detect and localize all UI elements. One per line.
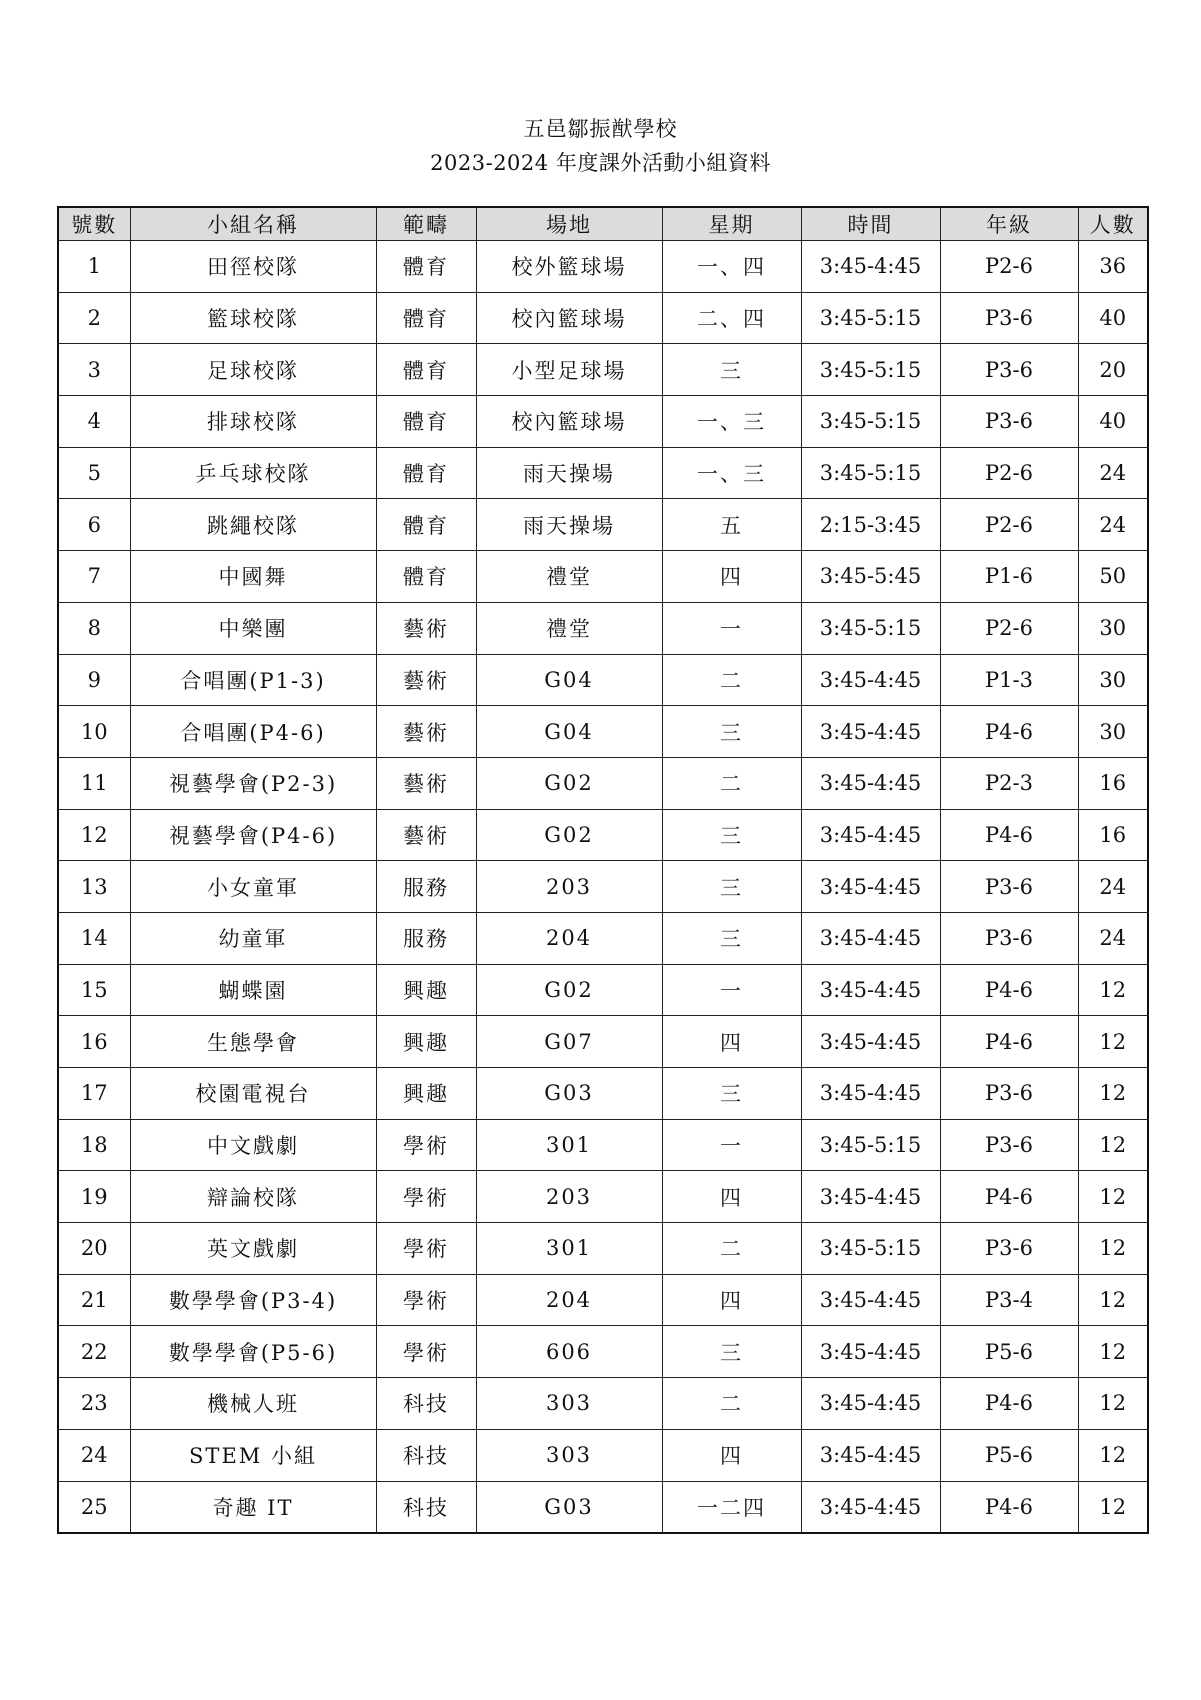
- cell-venue: 禮堂: [476, 602, 662, 654]
- cell-time: 3:45-4:45: [801, 706, 940, 758]
- cell-grade: P3-6: [940, 1068, 1078, 1120]
- cell-grade: P3-6: [940, 1119, 1078, 1171]
- cell-number: 2: [58, 292, 130, 344]
- cell-category: 科技: [376, 1481, 476, 1533]
- cell-time: 3:45-5:15: [801, 292, 940, 344]
- cell-headcount: 12: [1078, 1326, 1148, 1378]
- table-row: [58, 1326, 1148, 1378]
- cell-headcount: 12: [1078, 1171, 1148, 1223]
- table-row: [58, 241, 1148, 293]
- cell-headcount: 12: [1078, 1481, 1148, 1533]
- cell-group-name: 視藝學會(P2-3): [130, 757, 376, 809]
- table-row: [58, 396, 1148, 448]
- column-header-time: 時間: [801, 207, 940, 241]
- document-subtitle: 2023-2024 年度課外活動小組資料: [430, 151, 771, 175]
- cell-group-name: 數學學會(P3-4): [130, 1274, 376, 1326]
- cell-headcount: 20: [1078, 344, 1148, 396]
- cell-headcount: 12: [1078, 1016, 1148, 1068]
- cell-venue: G03: [476, 1481, 662, 1533]
- cell-number: 14: [58, 912, 130, 964]
- cell-weekday: 一、三: [662, 447, 801, 499]
- cell-group-name: 小女童軍: [130, 861, 376, 913]
- cell-venue: 雨天操場: [476, 499, 662, 551]
- cell-grade: P5-6: [940, 1429, 1078, 1481]
- cell-time: 3:45-4:45: [801, 1068, 940, 1120]
- cell-category: 體育: [376, 292, 476, 344]
- cell-category: 科技: [376, 1378, 476, 1430]
- cell-headcount: 12: [1078, 1119, 1148, 1171]
- cell-headcount: 30: [1078, 602, 1148, 654]
- cell-headcount: 24: [1078, 861, 1148, 913]
- cell-time: 3:45-4:45: [801, 964, 940, 1016]
- cell-category: 興趣: [376, 1016, 476, 1068]
- cell-group-name: 籃球校隊: [130, 292, 376, 344]
- cell-category: 體育: [376, 241, 476, 293]
- table-row: [58, 964, 1148, 1016]
- cell-time: 3:45-5:15: [801, 396, 940, 448]
- cell-time: 3:45-4:45: [801, 1429, 940, 1481]
- cell-category: 體育: [376, 344, 476, 396]
- cell-time: 3:45-5:15: [801, 344, 940, 396]
- table-row: [58, 706, 1148, 758]
- cell-time: 3:45-4:45: [801, 1171, 940, 1223]
- cell-category: 興趣: [376, 1068, 476, 1120]
- cell-venue: 雨天操場: [476, 447, 662, 499]
- cell-venue: G02: [476, 809, 662, 861]
- school-name: 五邑鄒振猷學校: [523, 117, 678, 141]
- cell-venue: 301: [476, 1223, 662, 1275]
- cell-group-name: 跳繩校隊: [130, 499, 376, 551]
- cell-weekday: 四: [662, 1016, 801, 1068]
- cell-time: 3:45-5:15: [801, 602, 940, 654]
- cell-weekday: 四: [662, 1429, 801, 1481]
- cell-number: 13: [58, 861, 130, 913]
- table-row: [58, 654, 1148, 706]
- cell-venue: 301: [476, 1119, 662, 1171]
- cell-venue: 204: [476, 1274, 662, 1326]
- cell-venue: G04: [476, 706, 662, 758]
- table-row: [58, 344, 1148, 396]
- cell-headcount: 40: [1078, 292, 1148, 344]
- cell-group-name: 田徑校隊: [130, 241, 376, 293]
- cell-headcount: 12: [1078, 1068, 1148, 1120]
- cell-category: 藝術: [376, 654, 476, 706]
- table-row: [58, 602, 1148, 654]
- cell-venue: 303: [476, 1378, 662, 1430]
- cell-headcount: 12: [1078, 1274, 1148, 1326]
- cell-group-name: 排球校隊: [130, 396, 376, 448]
- column-header-grade: 年級: [940, 207, 1078, 241]
- cell-category: 藝術: [376, 809, 476, 861]
- cell-number: 22: [58, 1326, 130, 1378]
- cell-grade: P5-6: [940, 1326, 1078, 1378]
- cell-category: 興趣: [376, 964, 476, 1016]
- cell-grade: P1-3: [940, 654, 1078, 706]
- cell-group-name: STEM 小組: [130, 1429, 376, 1481]
- cell-venue: G03: [476, 1068, 662, 1120]
- cell-weekday: 一: [662, 964, 801, 1016]
- cell-time: 3:45-5:15: [801, 1119, 940, 1171]
- cell-number: 21: [58, 1274, 130, 1326]
- table-row: [58, 861, 1148, 913]
- cell-number: 10: [58, 706, 130, 758]
- cell-grade: P4-6: [940, 1481, 1078, 1533]
- cell-time: 3:45-4:45: [801, 654, 940, 706]
- cell-number: 15: [58, 964, 130, 1016]
- column-header-weekday: 星期: [662, 207, 801, 241]
- cell-weekday: 三: [662, 1068, 801, 1120]
- cell-grade: P3-6: [940, 861, 1078, 913]
- table-row: [58, 809, 1148, 861]
- cell-headcount: 12: [1078, 1223, 1148, 1275]
- cell-number: 24: [58, 1429, 130, 1481]
- activity-table: [57, 206, 1149, 1534]
- cell-number: 23: [58, 1378, 130, 1430]
- cell-weekday: 二: [662, 1378, 801, 1430]
- cell-number: 20: [58, 1223, 130, 1275]
- table-row: [58, 757, 1148, 809]
- table-row: [58, 1481, 1148, 1533]
- cell-time: 3:45-4:45: [801, 1016, 940, 1068]
- cell-weekday: 二、四: [662, 292, 801, 344]
- cell-group-name: 蝴蝶園: [130, 964, 376, 1016]
- cell-weekday: 一: [662, 602, 801, 654]
- cell-weekday: 三: [662, 1326, 801, 1378]
- cell-weekday: 三: [662, 706, 801, 758]
- column-header-category: 範疇: [376, 207, 476, 241]
- cell-headcount: 24: [1078, 912, 1148, 964]
- column-header-group-name: 小組名稱: [130, 207, 376, 241]
- cell-category: 藝術: [376, 757, 476, 809]
- cell-grade: P3-4: [940, 1274, 1078, 1326]
- table-body: [58, 241, 1148, 1534]
- cell-headcount: 50: [1078, 551, 1148, 603]
- cell-number: 11: [58, 757, 130, 809]
- cell-category: 學術: [376, 1274, 476, 1326]
- cell-grade: P2-6: [940, 499, 1078, 551]
- cell-grade: P3-6: [940, 396, 1078, 448]
- column-header-headcount: 人數: [1078, 207, 1148, 241]
- cell-headcount: 16: [1078, 809, 1148, 861]
- cell-group-name: 機械人班: [130, 1378, 376, 1430]
- cell-category: 學術: [376, 1223, 476, 1275]
- cell-category: 服務: [376, 912, 476, 964]
- cell-weekday: 四: [662, 1274, 801, 1326]
- cell-weekday: 五: [662, 499, 801, 551]
- table-row: [58, 1068, 1148, 1120]
- cell-venue: G02: [476, 964, 662, 1016]
- cell-group-name: 英文戲劇: [130, 1223, 376, 1275]
- cell-category: 藝術: [376, 602, 476, 654]
- cell-weekday: 一二四: [662, 1481, 801, 1533]
- cell-category: 學術: [376, 1326, 476, 1378]
- cell-headcount: 16: [1078, 757, 1148, 809]
- table-row: [58, 912, 1148, 964]
- cell-number: 12: [58, 809, 130, 861]
- cell-group-name: 乒乓球校隊: [130, 447, 376, 499]
- table-row: [58, 447, 1148, 499]
- cell-grade: P4-6: [940, 1016, 1078, 1068]
- cell-venue: 203: [476, 861, 662, 913]
- cell-venue: 禮堂: [476, 551, 662, 603]
- cell-number: 17: [58, 1068, 130, 1120]
- cell-group-name: 生態學會: [130, 1016, 376, 1068]
- cell-weekday: 一: [662, 1119, 801, 1171]
- cell-time: 3:45-5:15: [801, 1223, 940, 1275]
- cell-headcount: 12: [1078, 964, 1148, 1016]
- cell-time: 3:45-4:45: [801, 1481, 940, 1533]
- cell-weekday: 二: [662, 1223, 801, 1275]
- cell-group-name: 數學學會(P5-6): [130, 1326, 376, 1378]
- cell-grade: P3-6: [940, 292, 1078, 344]
- cell-weekday: 三: [662, 912, 801, 964]
- cell-grade: P3-6: [940, 1223, 1078, 1275]
- table-row: [58, 1223, 1148, 1275]
- cell-group-name: 中樂團: [130, 602, 376, 654]
- cell-grade: P4-6: [940, 1378, 1078, 1430]
- table-row: [58, 292, 1148, 344]
- cell-number: 6: [58, 499, 130, 551]
- cell-grade: P4-6: [940, 964, 1078, 1016]
- cell-grade: P2-6: [940, 447, 1078, 499]
- document-header: [0, 112, 1201, 180]
- cell-group-name: 合唱團(P1-3): [130, 654, 376, 706]
- cell-number: 9: [58, 654, 130, 706]
- cell-category: 體育: [376, 447, 476, 499]
- table-row: [58, 1274, 1148, 1326]
- cell-group-name: 足球校隊: [130, 344, 376, 396]
- cell-grade: P2-3: [940, 757, 1078, 809]
- cell-venue: 204: [476, 912, 662, 964]
- cell-venue: 校內籃球場: [476, 396, 662, 448]
- table-row: [58, 1378, 1148, 1430]
- cell-venue: G02: [476, 757, 662, 809]
- cell-group-name: 中文戲劇: [130, 1119, 376, 1171]
- cell-time: 3:45-4:45: [801, 809, 940, 861]
- cell-venue: 校外籃球場: [476, 241, 662, 293]
- table-row: [58, 1171, 1148, 1223]
- cell-category: 科技: [376, 1429, 476, 1481]
- cell-group-name: 校園電視台: [130, 1068, 376, 1120]
- cell-grade: P4-6: [940, 809, 1078, 861]
- cell-venue: G04: [476, 654, 662, 706]
- column-header-venue: 場地: [476, 207, 662, 241]
- cell-time: 3:45-4:45: [801, 861, 940, 913]
- cell-weekday: 三: [662, 861, 801, 913]
- cell-headcount: 12: [1078, 1378, 1148, 1430]
- cell-headcount: 30: [1078, 706, 1148, 758]
- cell-venue: 203: [476, 1171, 662, 1223]
- cell-number: 4: [58, 396, 130, 448]
- cell-weekday: 一、四: [662, 241, 801, 293]
- cell-venue: 606: [476, 1326, 662, 1378]
- cell-grade: P4-6: [940, 1171, 1078, 1223]
- cell-number: 19: [58, 1171, 130, 1223]
- cell-time: 3:45-4:45: [801, 241, 940, 293]
- cell-category: 體育: [376, 551, 476, 603]
- cell-group-name: 辯論校隊: [130, 1171, 376, 1223]
- column-header-number: 號數: [58, 207, 130, 241]
- cell-weekday: 四: [662, 1171, 801, 1223]
- cell-time: 3:45-5:45: [801, 551, 940, 603]
- cell-time: 3:45-4:45: [801, 1378, 940, 1430]
- cell-grade: P1-6: [940, 551, 1078, 603]
- cell-category: 學術: [376, 1119, 476, 1171]
- cell-headcount: 36: [1078, 241, 1148, 293]
- cell-grade: P4-6: [940, 706, 1078, 758]
- cell-weekday: 三: [662, 344, 801, 396]
- table-row: [58, 1429, 1148, 1481]
- cell-number: 1: [58, 241, 130, 293]
- cell-category: 體育: [376, 396, 476, 448]
- cell-headcount: 12: [1078, 1429, 1148, 1481]
- cell-grade: P2-6: [940, 602, 1078, 654]
- cell-grade: P2-6: [940, 241, 1078, 293]
- cell-time: 3:45-4:45: [801, 757, 940, 809]
- cell-time: 3:45-4:45: [801, 1274, 940, 1326]
- table-row: [58, 1119, 1148, 1171]
- cell-number: 8: [58, 602, 130, 654]
- cell-venue: 校內籃球場: [476, 292, 662, 344]
- cell-number: 3: [58, 344, 130, 396]
- cell-group-name: 中國舞: [130, 551, 376, 603]
- cell-venue: 小型足球場: [476, 344, 662, 396]
- cell-venue: 303: [476, 1429, 662, 1481]
- cell-category: 服務: [376, 861, 476, 913]
- cell-category: 藝術: [376, 706, 476, 758]
- table-header-row: [58, 207, 1148, 241]
- cell-number: 16: [58, 1016, 130, 1068]
- cell-grade: P3-6: [940, 344, 1078, 396]
- cell-number: 18: [58, 1119, 130, 1171]
- cell-time: 3:45-4:45: [801, 1326, 940, 1378]
- cell-number: 5: [58, 447, 130, 499]
- table-row: [58, 1016, 1148, 1068]
- cell-headcount: 24: [1078, 447, 1148, 499]
- cell-category: 學術: [376, 1171, 476, 1223]
- cell-grade: P3-6: [940, 912, 1078, 964]
- cell-weekday: 四: [662, 551, 801, 603]
- cell-number: 25: [58, 1481, 130, 1533]
- cell-time: 3:45-4:45: [801, 912, 940, 964]
- cell-headcount: 24: [1078, 499, 1148, 551]
- cell-weekday: 二: [662, 757, 801, 809]
- cell-category: 體育: [376, 499, 476, 551]
- cell-weekday: 一、三: [662, 396, 801, 448]
- cell-weekday: 二: [662, 654, 801, 706]
- cell-time: 3:45-5:15: [801, 447, 940, 499]
- table-row: [58, 551, 1148, 603]
- cell-time: 2:15-3:45: [801, 499, 940, 551]
- cell-group-name: 奇趣 IT: [130, 1481, 376, 1533]
- table-row: [58, 499, 1148, 551]
- cell-number: 7: [58, 551, 130, 603]
- cell-group-name: 合唱團(P4-6): [130, 706, 376, 758]
- cell-headcount: 40: [1078, 396, 1148, 448]
- cell-headcount: 30: [1078, 654, 1148, 706]
- cell-venue: G07: [476, 1016, 662, 1068]
- cell-weekday: 三: [662, 809, 801, 861]
- cell-group-name: 幼童軍: [130, 912, 376, 964]
- cell-group-name: 視藝學會(P4-6): [130, 809, 376, 861]
